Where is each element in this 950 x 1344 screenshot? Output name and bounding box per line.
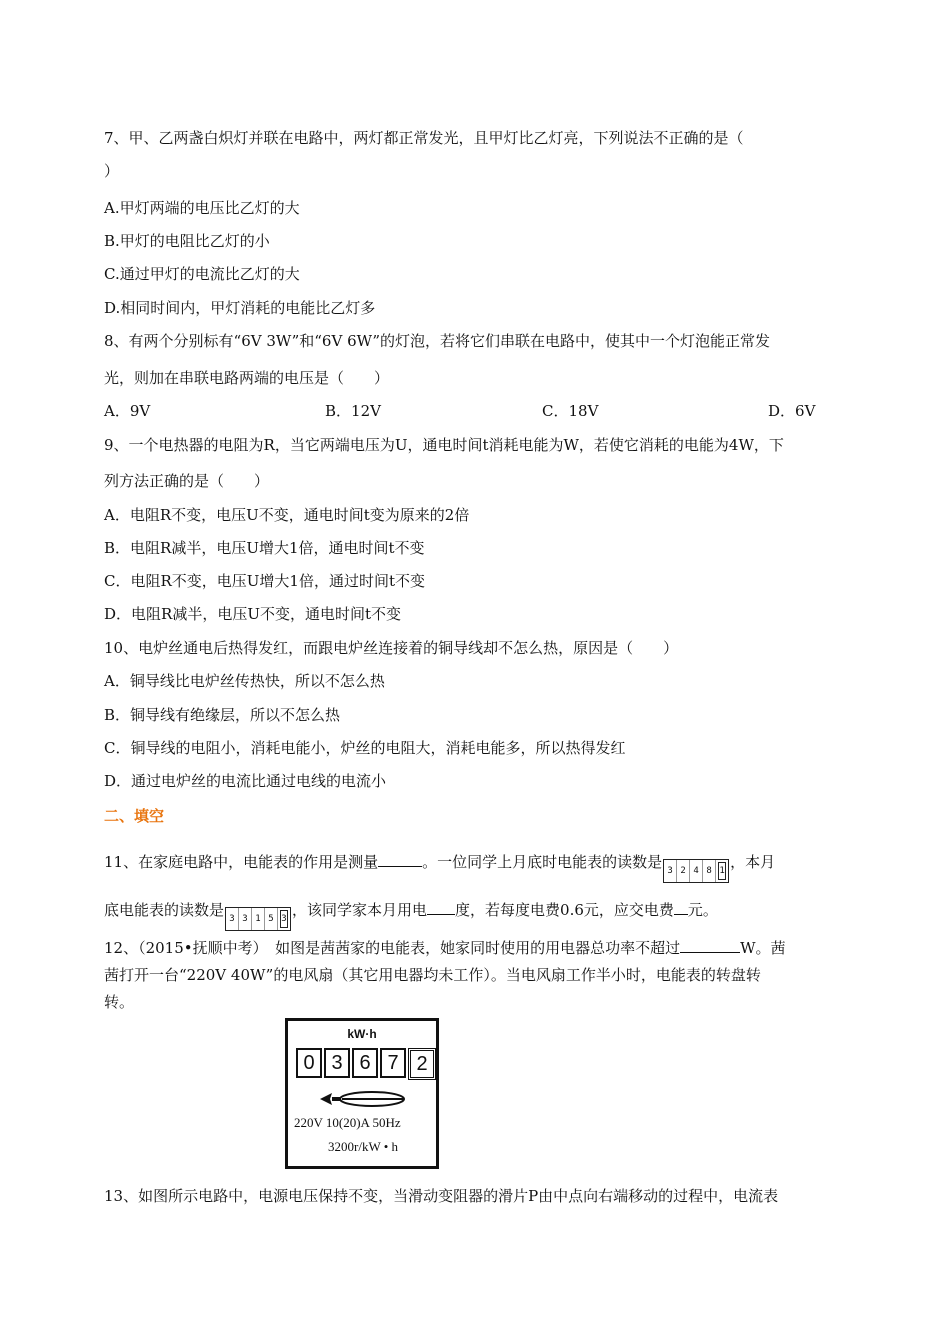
q9-option-c: C．电阻R不变，电压U增大1倍，通过时间t不变 [104, 572, 425, 590]
q11-text-2: 。一位同学上月底时电能表的读数是 [422, 853, 663, 871]
q11-text-5: ，该同学家本月用电 [292, 901, 428, 919]
q10-option-d: D．通过电炉丝的电流比通过电线的电流小 [104, 772, 387, 790]
meter-revolution-constant: 3200r/kW • h [328, 1139, 399, 1154]
q11-text-6: 度，若每度电费0.6元，应交电费 [455, 901, 674, 919]
q10-stem: 10、电炉丝通电后热得发红，而跟电炉丝连接着的铜导线却不怎么热，原因是（ ） [104, 639, 679, 657]
q10-option-b: B．铜导线有绝缘层，所以不怎么热 [104, 706, 341, 724]
q11-blank-measure [378, 851, 422, 867]
q11-text-3: ，本月 [730, 853, 776, 871]
q9-option-d: D．电阻R减半，电压U不变，通电时间t不变 [104, 605, 401, 623]
q8-stem-line1: 8、有两个分别标有“6V 3W”和“6V 6W”的灯泡，若将它们串联在电路中，使其中一个灯泡能正常发 [104, 332, 770, 350]
meter-unit-label: kW·h [347, 1027, 377, 1041]
q12-line3: 转。 [104, 993, 135, 1011]
q12-text-2: W。茜 [740, 939, 786, 957]
meter-reading-last-month: 3 2 4 8 1 [663, 859, 729, 883]
q11-line2 [104, 899, 718, 931]
q9-option-b: B．电阻R减半，电压U增大1倍，通电时间t不变 [104, 539, 425, 557]
meter-spec-text: 220V 10(20)A 50Hz [294, 1115, 401, 1130]
q13-line1: 13、如图所示电路中，电源电压保持不变，当滑动变阻器的滑片P由中点向右端移动的过程中，电流表 [104, 1187, 779, 1205]
q9-stem-line1: 9、一个电热器的电阻为R，当它两端电压为U，通电时间t消耗电能为W，若使它消耗的电能为4W，下 [104, 436, 784, 454]
q10-option-c: C．铜导线的电阻小，消耗电能小，炉丝的电阻大，消耗电能多，所以热得发红 [104, 739, 626, 757]
q8-stem-line2: 光，则加在串联电路两端的电压是（ ） [104, 369, 390, 387]
meter-reading-this-month: 3 3 1 5 3 [225, 907, 291, 931]
q10-option-a: A．铜导线比电炉丝传热快，所以不怎么热 [104, 672, 385, 690]
q11-line1 [104, 851, 775, 883]
meter-rotor-icon [318, 1089, 408, 1109]
q11-text-4: 底电能表的读数是 [104, 901, 225, 919]
meter-digit: 7 [380, 1048, 406, 1078]
q11-text-7: 元。 [687, 901, 718, 919]
q7-option-b: B.甲灯的电阻比乙灯的小 [104, 232, 270, 250]
q12-line2: 茜打开一台“220V 40W”的电风扇（其它用电器均未工作）。当电风扇工作半小时，电能表的转盘转 [104, 966, 761, 984]
q8-option-a: A．9V [104, 402, 151, 420]
q7-option-d: D.相同时间内，甲灯消耗的电能比乙灯多 [104, 299, 376, 317]
q12-blank-power [680, 937, 740, 953]
q8-option-b: B．12V [325, 402, 381, 420]
meter-digit: 3 [324, 1048, 350, 1078]
meter-digit-decimal: 2 [408, 1048, 436, 1080]
q12-line1 [104, 937, 786, 958]
q11-blank-fee [674, 899, 688, 915]
section-heading-fill-in: 二、填空 [104, 807, 165, 825]
q8-option-c: C．18V [542, 402, 599, 420]
q11-blank-usage [427, 899, 455, 915]
meter-digit: 6 [352, 1048, 378, 1078]
meter-digit-window [296, 1048, 438, 1080]
q7-stem-line2: ） [104, 162, 120, 180]
q7-option-c: C.通过甲灯的电流比乙灯的大 [104, 265, 300, 283]
q12-text-1: 12、（2015•抚顺中考） 如图是茜茜家的电能表，她家同时使用的用电器总功率不超过 [104, 939, 681, 957]
meter-digit: 0 [296, 1048, 322, 1078]
q11-text-1: 11、在家庭电路中，电能表的作用是测量 [104, 853, 379, 871]
q9-stem-line2: 列方法正确的是（ ） [104, 472, 270, 490]
q7-stem-line1: 7、甲、乙两盏白炽灯并联在电路中，两灯都正常发光，且甲灯比乙灯亮，下列说法不正确的是（ [104, 129, 744, 147]
q8-option-d: D．6V [768, 402, 816, 420]
energy-meter-figure [285, 1018, 439, 1169]
q9-option-a: A．电阻R不变，电压U不变，通电时间t变为原来的2倍 [104, 506, 470, 524]
q7-option-a: A.甲灯两端的电压比乙灯的大 [104, 199, 300, 217]
